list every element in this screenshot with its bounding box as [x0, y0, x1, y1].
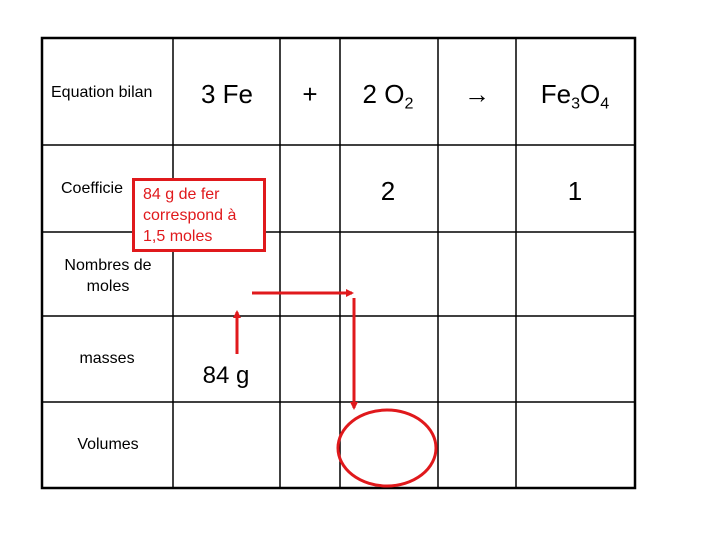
- row-label-masses: masses: [79, 350, 135, 367]
- product-fe-text: Fe: [540, 79, 572, 109]
- mass-fe-value: 84 g: [202, 362, 250, 389]
- equation-fe-term: 3 Fe: [200, 79, 254, 109]
- callout-line2: correspond à: [143, 207, 237, 224]
- row-label-equation: Equation bilan: [51, 84, 153, 101]
- coefficient-product: 1: [567, 176, 583, 206]
- row-label-moles-line2: moles: [86, 278, 130, 295]
- o2-subscript: 2: [404, 94, 414, 113]
- row-label-coefficients: Coefficie: [61, 180, 123, 197]
- coefficient-o2: 2: [380, 176, 396, 206]
- equation-reaction-arrow: →: [464, 79, 490, 109]
- callout-line3: 1,5 moles: [143, 228, 213, 245]
- o2-coef-text: 2 O: [362, 79, 405, 109]
- equation-plus-sign: +: [302, 79, 318, 109]
- row-label-moles-line1: Nombres de: [64, 257, 152, 274]
- volume-answer-ellipse: [338, 410, 436, 486]
- row-label-volumes: Volumes: [77, 436, 139, 453]
- callout-line1: 84 g de fer: [143, 186, 220, 203]
- product-o-text: O: [580, 79, 601, 109]
- product-fe-subscript: 3: [571, 94, 581, 113]
- mole-conversion-callout: [132, 178, 266, 252]
- product-o-subscript: 4: [600, 94, 610, 113]
